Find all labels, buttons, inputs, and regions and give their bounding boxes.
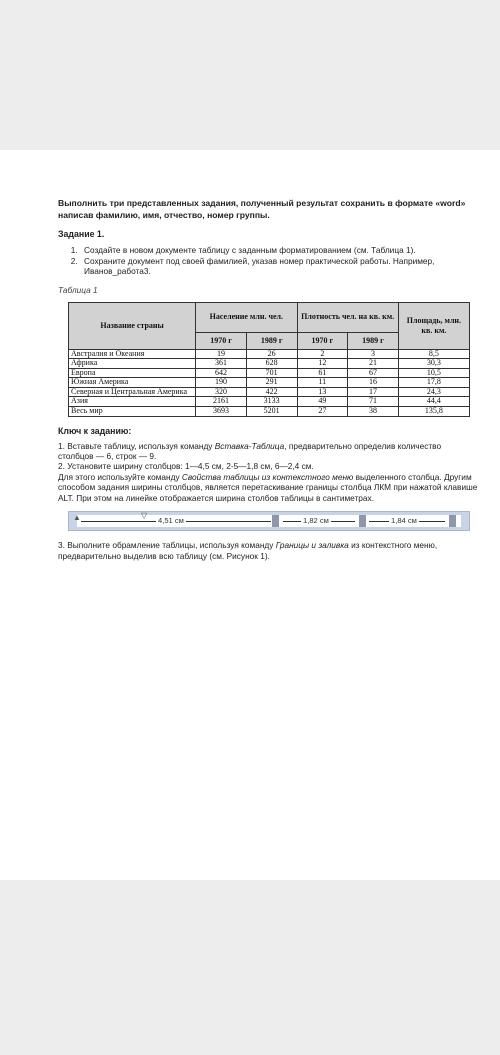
cell-pop-1989: 26 <box>246 349 297 359</box>
cell-density-1970: 49 <box>297 397 348 407</box>
cell-pop-1989: 291 <box>246 378 297 388</box>
first-line-indent-icon: ▽ <box>141 511 148 521</box>
key-step-2-details <box>58 472 478 503</box>
key-step-2-command: Свойства таблицы из контекстного меню <box>181 471 354 482</box>
cell-density-1970: 11 <box>297 378 348 388</box>
cell-country: Африка <box>69 359 196 369</box>
cell-pop-1989: 628 <box>246 359 297 369</box>
cell-density-1970: 61 <box>297 368 348 378</box>
cell-area: 44,4 <box>398 397 469 407</box>
cell-area: 10,5 <box>398 368 469 378</box>
cell-pop-1989: 422 <box>246 387 297 397</box>
task-title: Задание 1. <box>58 229 105 239</box>
cell-country: Австралия и Океания <box>69 349 196 359</box>
cell-pop-1970: 19 <box>196 349 247 359</box>
cell-density-1989: 21 <box>348 359 399 369</box>
header-density: Плотность чел. на кв. км. <box>297 302 398 332</box>
table-row <box>69 359 470 369</box>
key-step-2: 2. Установите ширину столбцов: 1—4,5 см, 2-5—1,8 см, 6—2,4 см. <box>58 461 314 472</box>
cell-country: Южная Америка <box>69 378 196 388</box>
ruler-column-3 <box>369 515 445 527</box>
cell-density-1989: 3 <box>348 349 399 359</box>
task-step: 2. Сохраните документ под своей фамилией, указав номер практической работы. Например, Иванов_работа3. <box>80 256 478 277</box>
header-year-1970: 1970 г <box>196 332 247 349</box>
ruler-figure <box>68 511 470 531</box>
cell-area: 24,3 <box>398 387 469 397</box>
cell-area: 135,8 <box>398 407 469 417</box>
cell-pop-1970: 320 <box>196 387 247 397</box>
cell-area: 17,8 <box>398 378 469 388</box>
ruler-column-2 <box>283 515 355 527</box>
ruler-width-2: 1,82 см <box>303 516 329 526</box>
cell-area: 8,5 <box>398 349 469 359</box>
cell-pop-1970: 3693 <box>196 407 247 417</box>
column-boundary-icon <box>449 515 456 527</box>
task-steps <box>58 245 478 277</box>
cell-pop-1970: 190 <box>196 378 247 388</box>
cell-density-1989: 17 <box>348 387 399 397</box>
cell-pop-1989: 3133 <box>246 397 297 407</box>
cell-density-1970: 27 <box>297 407 348 417</box>
ruler-column-1 <box>81 515 271 527</box>
cell-pop-1970: 361 <box>196 359 247 369</box>
table-row <box>69 407 470 417</box>
cell-country: Европа <box>69 368 196 378</box>
cell-pop-1989: 5201 <box>246 407 297 417</box>
cell-area: 30,3 <box>398 359 469 369</box>
key-step-1-text: 1. Вставьте таблицу, используя команду <box>58 440 215 451</box>
cell-country: Азия <box>69 397 196 407</box>
cell-density-1989: 16 <box>348 378 399 388</box>
table-row <box>69 378 470 388</box>
cell-pop-1989: 701 <box>246 368 297 378</box>
header-population: Население млн. чел. <box>196 302 297 332</box>
column-boundary-icon <box>272 515 279 527</box>
key-step-1 <box>58 441 478 462</box>
cell-density-1989: 71 <box>348 397 399 407</box>
header-year-1970: 1970 г <box>297 332 348 349</box>
cell-pop-1970: 642 <box>196 368 247 378</box>
ruler-width-3: 1,84 см <box>391 516 417 526</box>
header-area: Площадь, млн. кв. км. <box>398 302 469 349</box>
document-page <box>0 150 500 880</box>
key-step-3-rest: из контекстного меню, предварительно выделив всю таблицу (см. Рисунок 1). <box>58 540 438 561</box>
key-step-1-rest: , предварительно определив количество столбцов — 6, строк — 9. <box>58 440 442 462</box>
indent-marker-icon: ▲ <box>73 513 81 523</box>
cell-country: Северная и Центральная Америка <box>69 387 196 397</box>
document-content <box>58 198 478 561</box>
table-caption: Таблица 1 <box>58 284 98 295</box>
cell-density-1970: 2 <box>297 349 348 359</box>
key-title: Ключ к заданию: <box>58 425 132 436</box>
ruler-width-1: 4,51 см <box>158 516 184 526</box>
assignment-intro: Выполнить три представленных задания, полученный результат сохранить в формате «word» написав фамилию, имя, отчество, номер группы. <box>58 198 466 220</box>
cell-density-1989: 67 <box>348 368 399 378</box>
header-country: Название страны <box>69 302 196 349</box>
key-step-3-command: Границы и заливка <box>275 540 349 551</box>
cell-pop-1970: 2161 <box>196 397 247 407</box>
key-step-1-command: Вставка-Таблица <box>214 440 285 451</box>
key-step-3-text: 3. Выполните обрамление таблицы, используя команду <box>58 540 276 551</box>
column-boundary-icon <box>359 515 366 527</box>
cell-density-1970: 13 <box>297 387 348 397</box>
population-table <box>68 302 470 417</box>
cell-country: Весь мир <box>69 407 196 417</box>
key-step-3 <box>58 540 478 561</box>
task-step: 1. Создайте в новом документе таблицу с заданным форматированием (см. Таблица 1). <box>80 245 478 256</box>
header-year-1989: 1989 г <box>348 332 399 349</box>
cell-density-1989: 38 <box>348 407 399 417</box>
cell-density-1970: 12 <box>297 359 348 369</box>
key-step-2-rest: выделенного столбца. Другим способом задания ширины столбцов, является перетаскивание границы столбца ЛКМ при нажатой клавише ALT. При этом на линейке отображается ширина столбов таблицы в сантиметрах. <box>58 471 478 503</box>
header-year-1989: 1989 г <box>246 332 297 349</box>
key-step-2-text: Для этого используйте команду <box>58 471 182 482</box>
